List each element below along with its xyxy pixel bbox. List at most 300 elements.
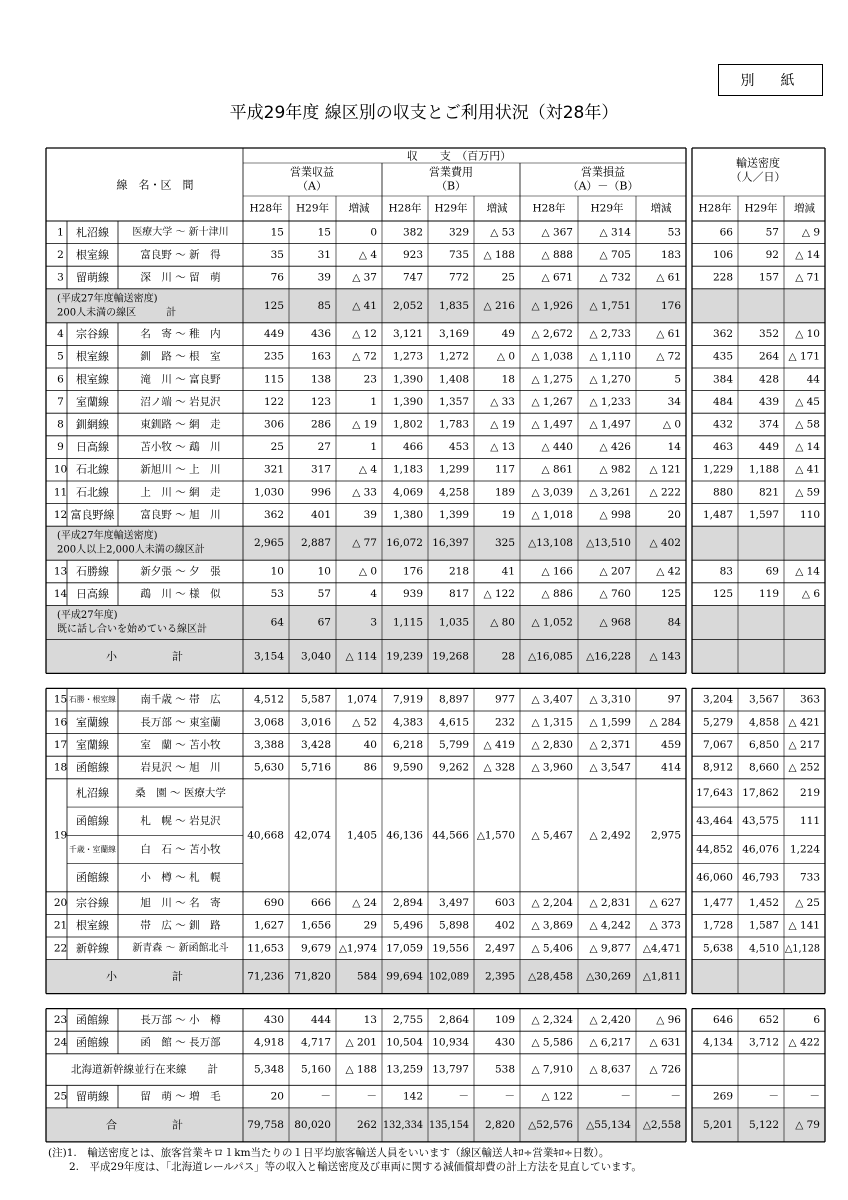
density-value: 46,060 [696,871,733,884]
cell-value: △1,974 [338,942,377,955]
cell-value: △ 6 [801,588,820,601]
cell-value: △1,811 [642,970,681,983]
cell-value: △ 982 [599,463,631,476]
cell-value: △ 222 [649,486,681,499]
row-number: 7 [57,395,64,408]
cell-value: 49 [501,328,515,341]
cell-value: 232 [494,716,515,729]
cell-value: 176 [402,565,423,578]
cell-value: 459 [660,738,681,751]
row-line-name: 根室線 [76,248,109,262]
row-line-name: 石北線 [76,463,109,477]
row-line-name: 札沼線 [76,786,109,800]
row-number: 23 [53,1013,68,1026]
cell-value: 4,512 [253,693,284,706]
cell-value: 19 [501,508,515,521]
cell-value: △ 4,242 [589,919,631,932]
cell-value: － [366,1090,377,1103]
cell-value: 109 [494,1013,515,1026]
header-cost: 営業費用 [429,165,473,179]
cell-value: 4,717 [300,1036,331,1049]
cell-value: 2,965 [253,537,284,550]
row-line-name: 宗谷線 [76,327,109,341]
cell-value: 923 [402,248,423,261]
cell-value: △ 5,586 [531,1036,573,1049]
cell-value: 1,452 [748,897,779,910]
cell-value: △ 1,599 [589,716,631,729]
row-line-name: 宗谷線 [76,896,109,910]
cell-value: 463 [712,441,733,454]
cell-value: 1,802 [392,418,423,431]
cell-value: 1,074 [346,693,377,706]
row-section: 札 幌 ～ 岩見沢 [140,815,221,828]
cell-value: 652 [758,1013,779,1026]
cell-value: 13,259 [386,1063,423,1076]
cell-value: 4,858 [748,716,779,729]
cell-value: △ 705 [599,248,631,261]
cell-value: △ 9,877 [589,942,631,955]
density-value: 219 [799,786,820,799]
cell-value: 40,668 [247,829,284,842]
density-value: 17,643 [696,786,733,799]
cell-value: △1,128 [785,942,820,955]
row-section: 深 川 ～ 留 萌 [140,271,221,284]
cell-value: 14 [667,441,681,454]
row-section: 釧 路 ～ 根 室 [140,350,221,363]
cell-value: △ 207 [599,565,631,578]
cell-value: △ 143 [649,650,681,663]
cell-value: 3,169 [438,328,469,341]
cell-value: △ 114 [345,650,377,663]
row-number: 22 [53,942,68,955]
cell-value: 1,357 [438,395,469,408]
cell-value: △13,510 [586,537,631,550]
cell-value: 1,390 [392,373,423,386]
cell-value: 9,590 [392,761,423,774]
cell-value: 84 [667,616,681,629]
cell-value: 5,279 [702,716,733,729]
cell-value: 3,567 [748,693,779,706]
cell-value: 157 [758,271,779,284]
cell-value: 69 [765,565,779,578]
cell-value: 138 [310,373,331,386]
cell-value: 2,894 [392,897,423,910]
cell-value: 269 [712,1090,733,1103]
cell-value: △28,458 [528,970,573,983]
summary-label: 既に話し合いを始めている線区計 [57,623,207,635]
cell-value: △ 0 [496,350,515,363]
cell-value: 19,239 [386,650,423,663]
cell-value: 428 [758,373,779,386]
density-value: 17,862 [742,786,779,799]
row-line-name: 富良野線 [70,508,115,522]
footnote-1: (注)1. 輸送密度とは、旅客営業キロ１km当たりの１日平均旅客輸送人員をいいます（線区輸送人ｷﾛ÷営業ｷﾛ÷日数）。 [48,1147,610,1159]
cell-value: △ 314 [599,226,631,239]
cell-value: 430 [494,1036,515,1049]
cell-value: 25 [501,271,515,284]
cell-value: 228 [712,271,733,284]
cell-value: △ 13 [490,441,515,454]
row-section: 白 石 ～ 苫小牧 [140,843,221,856]
cell-value: △ 45 [795,395,820,408]
cell-value: △ 1,275 [531,373,573,386]
row-line-name: 日高線 [76,587,109,601]
cell-value: 25 [270,441,284,454]
cell-value: △ 252 [788,761,820,774]
header-year: H29年 [744,202,778,215]
header-year: 増減 [650,202,672,215]
header-year: 増減 [348,202,370,215]
cell-value: 18 [501,373,515,386]
row-section: 名 寄 ～ 稚 内 [140,328,221,341]
cell-value: △ 1,233 [589,395,631,408]
density-value: 44,852 [696,843,733,856]
cell-value: 5,160 [300,1063,331,1076]
cell-value: △ 42 [656,565,681,578]
cell-value: 53 [270,588,284,601]
cell-value: 132,334 [383,1118,424,1131]
cell-value: 39 [363,508,377,521]
row-line-name: 石北線 [76,485,109,499]
row-number: 2 [57,248,64,261]
cell-value: 439 [758,395,779,408]
cell-value: △ 3,261 [589,486,631,499]
cell-value: △ 440 [541,441,573,454]
cell-value: 3,428 [300,738,331,751]
cell-value: 317 [310,463,331,476]
row-line-name: 石勝・根室線 [69,695,117,705]
summary-label: 200人以上2,000人未満の線区計 [57,544,205,556]
cell-value: 3,016 [300,716,331,729]
cell-value: 1,487 [702,508,733,521]
row-line-name: 函館線 [76,761,109,774]
row-number: 21 [53,919,68,932]
cell-value: △ 1,038 [531,350,573,363]
cell-value: 11,653 [247,942,284,955]
cell-value: △ 121 [649,463,681,476]
cell-value: 13 [363,1013,377,1026]
cell-value: 1,399 [438,508,469,521]
cell-value: △13,108 [528,537,573,550]
cell-value: 15 [317,226,331,239]
cell-value: △ 627 [649,897,681,910]
cell-value: △ 122 [541,1090,573,1103]
cell-value: 3,121 [392,328,423,341]
cell-value: △ 2,733 [589,328,631,341]
cell-value: 484 [712,395,733,408]
header-pl: 営業損益 [581,165,625,179]
cell-value: △ 19 [490,418,515,431]
cell-value: 4,383 [392,716,423,729]
row-section: 岩見沢 ～ 旭 川 [140,761,221,774]
row-number: 17 [53,738,68,751]
cell-value: 8,897 [438,693,469,706]
cell-value: 747 [402,271,423,284]
cell-value: 817 [448,588,469,601]
subtotal-label: 小 計 [106,970,183,984]
row-line-name: 室蘭線 [76,395,109,409]
row-line-name: 釧網線 [76,418,109,431]
row-number: 15 [53,693,68,706]
density-value: 43,464 [696,815,733,828]
cell-value: 135,154 [429,1118,470,1131]
row-line-name: 函館線 [76,1036,109,1049]
cell-value: △52,576 [528,1118,573,1131]
cell-value: 117 [494,463,515,476]
cell-value: 3,154 [253,650,284,663]
cell-value: 218 [448,565,469,578]
cell-value: △ 1,751 [589,299,631,312]
cell-value: 4,615 [438,716,469,729]
header-year: H29年 [434,202,468,215]
summary-label: (平成27年度) [57,609,118,621]
cell-value: 29 [363,919,377,932]
row-line-name: 函館線 [76,814,109,828]
cell-value: △ 1,926 [531,299,573,312]
cell-value: 9,262 [438,761,469,774]
cell-value: 19,556 [432,942,469,955]
cell-value: 325 [494,537,515,550]
cell-value: △ 12 [352,328,377,341]
cell-value: △ 14 [795,441,820,454]
summary-label: (平成27年度輸送密度) [57,293,158,305]
cell-value: 5,587 [300,693,331,706]
row-section: 新青森 ～ 新函館北斗 [132,942,229,954]
cell-value: 735 [448,248,469,261]
cell-value: 122 [263,395,284,408]
header-year: H29年 [590,202,624,215]
cell-value: 666 [310,897,331,910]
cell-value: 44,566 [432,829,469,842]
cell-value: 0 [370,226,377,239]
cell-value: 1 [370,395,377,408]
cell-value: 53 [667,226,681,239]
row-number: 8 [57,418,64,431]
row-section: 新旭川 ～ 上 川 [140,463,221,476]
cell-value: △ 1,018 [531,508,573,521]
summary-label: (平成27年度輸送密度) [57,530,158,542]
cell-value: 35 [270,248,284,261]
cell-value: △ 5,406 [531,942,573,955]
cell-value: 264 [758,350,779,363]
row-number: 20 [53,897,68,910]
header-year: H28年 [249,202,283,215]
row-section: 小 樽 ～ 札 幌 [140,871,221,884]
cell-value: 71,236 [247,970,284,983]
cell-value: 142 [402,1090,423,1103]
cell-value: 321 [263,463,284,476]
cell-value: △ 1,052 [531,616,573,629]
cell-value: 2,975 [650,829,681,842]
header-year: H28年 [698,202,732,215]
cell-value: 1,273 [392,350,423,363]
cell-value: △ 421 [788,716,820,729]
density-value: 46,793 [742,871,779,884]
cell-value: △ 188 [345,1063,377,1076]
cell-value: 83 [719,565,733,578]
cell-value: △1,570 [476,829,515,842]
cell-value: 42,074 [294,829,331,842]
cell-value: △16,085 [528,650,573,663]
cell-value: △ 4 [358,248,377,261]
row-line-name: 石勝線 [76,565,109,578]
cell-value: － [504,1090,515,1103]
cell-value: △ 328 [483,761,515,774]
row-number: 6 [57,373,64,386]
row-number: 11 [53,486,68,499]
cell-value: 189 [494,486,515,499]
cell-value: 5,638 [702,942,733,955]
cell-value: 4 [370,588,377,601]
cell-value: 1,783 [438,418,469,431]
cell-value: 384 [712,373,733,386]
cell-value: △2,558 [642,1118,681,1131]
cell-value: △ 72 [656,350,681,363]
subtotal-label: 合 計 [106,1118,183,1132]
cell-value: △ 19 [352,418,377,431]
cell-value: 5,630 [253,761,284,774]
cell-value: △ 80 [490,616,515,629]
cell-value: △ 71 [795,271,820,284]
cell-value: 2,887 [300,537,331,550]
cell-value: △ 61 [656,271,681,284]
cell-value: 3,040 [300,650,331,663]
cell-value: △ 3,039 [531,486,573,499]
cell-value: 235 [263,350,284,363]
cell-value: 28 [501,650,515,663]
cell-value: △ 2,492 [589,829,631,842]
cell-value: 31 [317,248,331,261]
cell-value: 102,089 [429,970,469,983]
cell-value: △ 6,217 [589,1036,631,1049]
cell-value: 1 [370,441,377,454]
summary-row-bg [692,526,825,560]
cell-value: 64 [270,616,284,629]
cell-value: 401 [310,508,331,521]
cell-value: △ 284 [649,716,681,729]
row-section: 鵡 川 ～ 様 似 [140,588,221,601]
cell-value: △ 53 [490,226,515,239]
row-number: 16 [53,716,68,729]
cell-value: 115 [263,373,284,386]
cell-value: △ 59 [795,486,820,499]
cell-value: 5,122 [748,1118,779,1131]
row-section: 南千歳 ～ 帯 広 [140,693,221,706]
header-density-sub: （人／日） [730,170,786,184]
cell-value: 2,052 [392,299,423,312]
cell-value: 3,497 [438,897,469,910]
cell-value: △ 24 [352,897,377,910]
cell-value: 1,728 [702,919,733,932]
cell-value: 125 [660,588,681,601]
cell-value: 432 [712,418,733,431]
cell-value: 8,660 [748,761,779,774]
cell-value: △ 37 [352,271,377,284]
summary-row-bg [692,960,825,994]
cell-value: 99,694 [386,970,423,983]
cell-value: △ 888 [541,248,573,261]
cell-value: 939 [402,588,423,601]
cell-value: △ 861 [541,463,573,476]
cell-value: 19,268 [432,650,469,663]
cell-value: △ 2,324 [531,1013,573,1026]
cell-value: △ 3,547 [589,761,631,774]
row-section: 苫小牧 ～ 鵡 川 [140,441,221,454]
cell-value: 2,755 [392,1013,423,1026]
cell-value: 57 [317,588,331,601]
cell-value: △ 77 [352,537,377,550]
row-line-name: 留萌線 [76,1090,109,1104]
cell-value: △ 1,497 [589,418,631,431]
subtotal-label: 小 計 [106,649,183,663]
cell-value: 23 [363,373,377,386]
cell-value: 1,299 [438,463,469,476]
cell-value: 2,864 [438,1013,469,1026]
cell-value: △ 3,869 [531,919,573,932]
cell-value: 71,820 [294,970,331,983]
cell-value: 10 [317,565,331,578]
row-line-name: 室蘭線 [76,738,109,752]
cell-value: 13,797 [432,1063,469,1076]
cell-value: 7,919 [392,693,423,706]
cell-value: 5,201 [702,1118,733,1131]
cell-value: △ 9 [801,226,820,239]
row-number: 1 [57,226,64,239]
cell-value: △16,228 [586,650,631,663]
row-section: 富良野 ～ 旭 川 [140,508,221,521]
header-year: 増減 [794,202,815,215]
cell-value: △ 10 [795,328,820,341]
row-section: 函 館 ～ 長万部 [140,1036,221,1049]
cell-value: 996 [310,486,331,499]
cell-value: △ 886 [541,588,573,601]
cell-value: 449 [263,328,284,341]
cell-value: 362 [712,328,733,341]
cell-value: 79,758 [247,1118,284,1131]
cell-value: 352 [758,328,779,341]
density-value: 1,224 [789,843,820,856]
row-section: 旭 川 ～ 名 寄 [140,897,221,910]
cell-value: △ 726 [649,1063,681,1076]
cell-value: △ 217 [788,738,820,751]
cell-value: 40 [363,738,377,751]
row-number: 25 [53,1090,68,1103]
cell-value: 402 [494,919,515,932]
cell-value: △ 671 [541,271,573,284]
cell-value: △ 41 [795,463,820,476]
cell-value: △ 41 [352,299,377,312]
cell-value: 7,067 [702,738,733,751]
cell-value: △ 25 [795,897,820,910]
cell-value: － [809,1090,820,1103]
cell-value: △4,471 [642,942,681,955]
cell-value: 76 [270,271,284,284]
cell-value: 6,218 [392,738,423,751]
cell-value: 821 [758,486,779,499]
cell-value: 444 [310,1013,331,1026]
cell-value: △ 1,270 [589,373,631,386]
cell-value: △ 8,637 [589,1063,631,1076]
cell-value: 646 [712,1013,733,1026]
header-pl-sub: （A）－（B） [567,179,639,193]
cell-value: 1,597 [748,508,779,521]
cell-value: △ 2,831 [589,897,631,910]
cell-value: 449 [758,441,779,454]
cell-value: △ 2,371 [589,738,631,751]
cell-value: △ 3,960 [531,761,573,774]
cell-value: △ 2,830 [531,738,573,751]
cell-value: 4,510 [748,942,779,955]
